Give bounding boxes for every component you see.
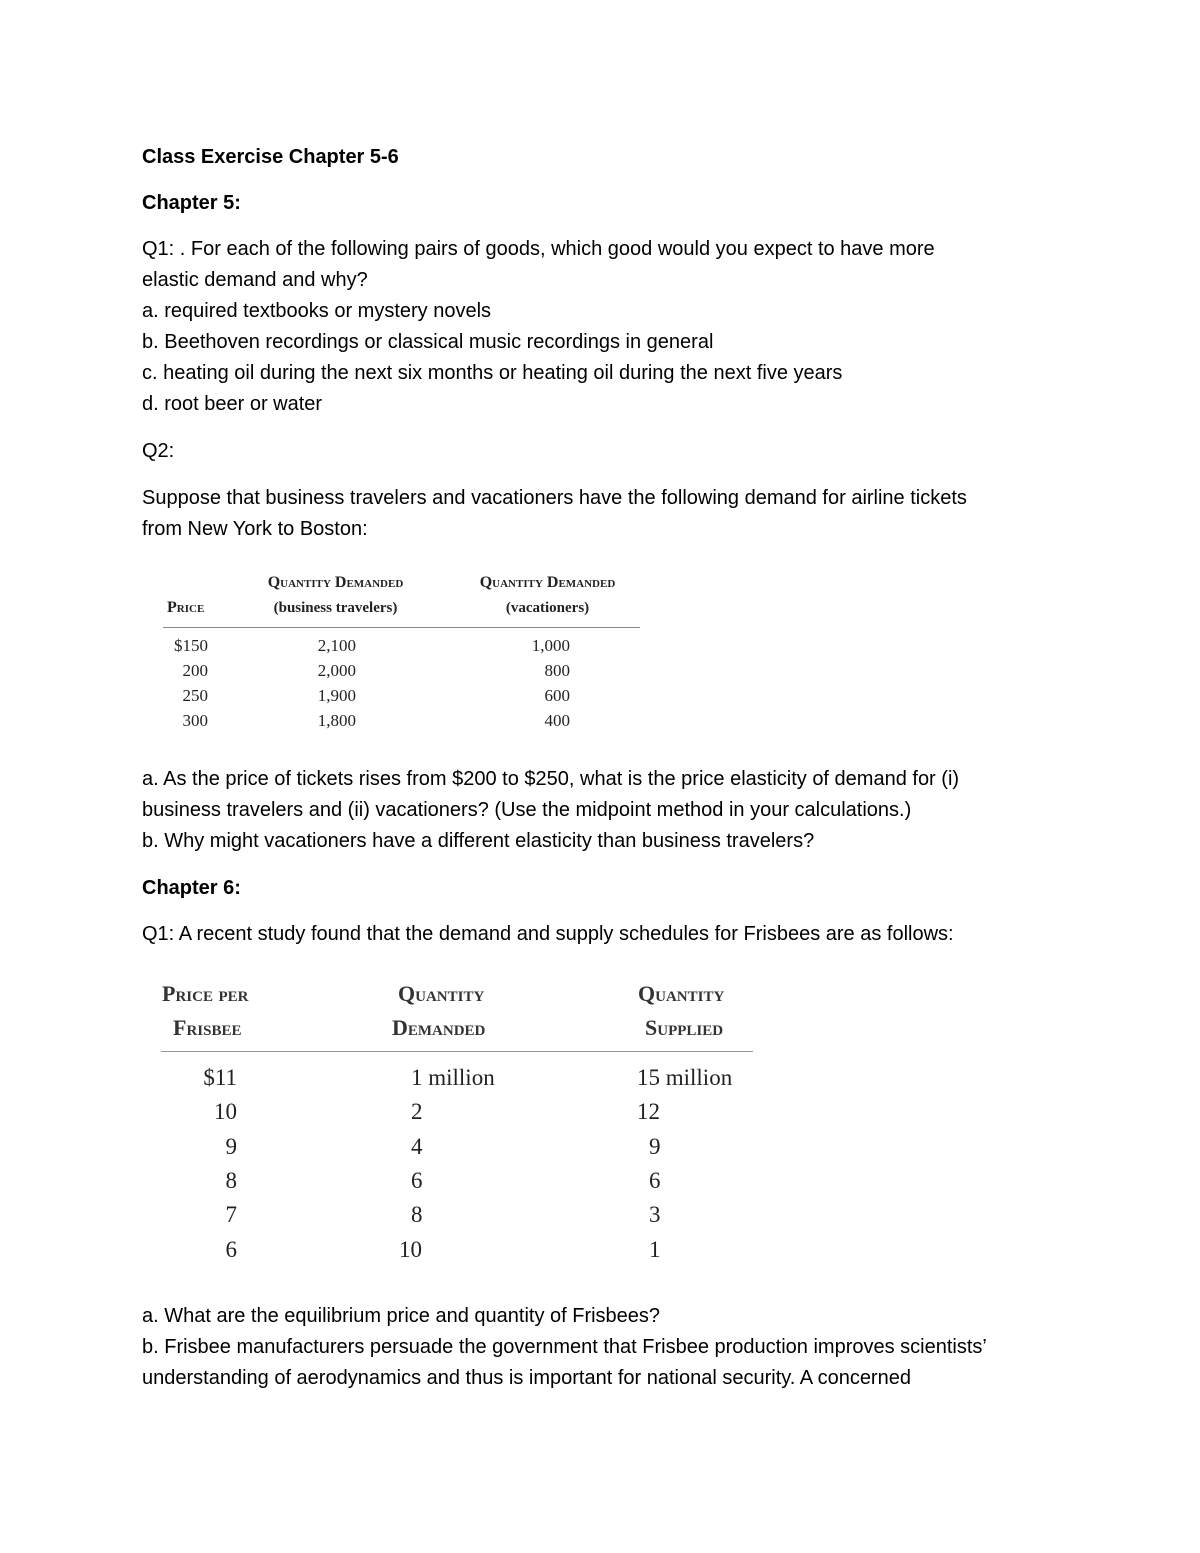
table2-price: 8 [225, 1168, 237, 1193]
table2-price: 7 [225, 1202, 237, 1227]
table1-header-business-1: Quantity Demanded [267, 574, 404, 591]
table2-supplied: 12 [637, 1099, 660, 1124]
table1-price: 250 [182, 686, 208, 705]
ch5-q1-line1: Q1: . For each of the following pairs of goods, which good would you expect to have more [142, 238, 935, 260]
ch5-q2-label: Q2: [142, 440, 175, 462]
table1-business: 2,100 [317, 636, 356, 655]
table2-header-supplied-1: Quantity [638, 981, 725, 1006]
table1-vacation: 1,000 [531, 636, 570, 655]
ch6-qb-line2: understanding of aerodynamics and thus is important for national security. A concerned [142, 1367, 911, 1389]
table2-demanded: 2 [411, 1099, 423, 1124]
table1-header-vacation-1: Quantity Demanded [479, 574, 616, 591]
table2-header-demanded-2: Demanded [392, 1015, 486, 1040]
table1-vacation: 600 [544, 686, 570, 705]
table2-price: $11 [203, 1065, 237, 1090]
table2-price: 6 [225, 1237, 237, 1262]
table2-demanded: 8 [411, 1202, 423, 1227]
table1-price: 200 [182, 661, 208, 680]
ch5-q2a-line1: a. As the price of tickets rises from $200 to $250, what is the price elasticity of demand for (i) [142, 768, 960, 790]
table2-supplied: 9 [649, 1134, 661, 1159]
table1-header-price: Price [167, 599, 205, 616]
ch6-qb-line1: b. Frisbee manufacturers persuade the government that Frisbee production improves scientists’ [142, 1336, 987, 1358]
table2-header-supplied-2: Supplied [645, 1015, 724, 1040]
table2-supplied: 15 million [637, 1065, 733, 1090]
table1-business: 1,800 [317, 711, 356, 730]
ch6-q1-line: Q1: A recent study found that the demand and supply schedules for Frisbees are as follows: [142, 923, 954, 945]
table1-price: $150 [174, 636, 208, 655]
ch5-q2-line2: from New York to Boston: [142, 518, 368, 540]
table2-demanded: 1 million [411, 1065, 495, 1090]
ch5-q2-line1: Suppose that business travelers and vacationers have the following demand for airline tickets [142, 487, 967, 509]
chapter5-heading: Chapter 5: [142, 192, 241, 214]
ch5-q1-item-d: d. root beer or water [142, 393, 323, 415]
chapter6-heading: Chapter 6: [142, 877, 241, 899]
table1-price: 300 [182, 711, 208, 730]
table2-header-demanded-1: Quantity [398, 981, 485, 1006]
table2-header-price-2: Frisbee [173, 1015, 242, 1040]
table2-rule [161, 1051, 753, 1052]
ch5-q1-item-a: a. required textbooks or mystery novels [142, 300, 492, 322]
ch6-qa-line: a. What are the equilibrium price and quantity of Frisbees? [142, 1305, 661, 1327]
ch5-q2a-line2: business travelers and (ii) vacationers? (Use the midpoint method in your calculations.) [142, 799, 912, 821]
page-title: Class Exercise Chapter 5-6 [142, 146, 399, 168]
table2-demanded: 10 [399, 1237, 422, 1262]
table2-supplied: 3 [649, 1202, 661, 1227]
table1-vacation: 400 [544, 711, 570, 730]
table2-supplied: 6 [649, 1168, 661, 1193]
table1-business: 1,900 [317, 686, 356, 705]
table2-price: 10 [214, 1099, 237, 1124]
table2-supplied: 1 [649, 1237, 661, 1262]
ch5-q1-item-c: c. heating oil during the next six months or heating oil during the next five years [142, 362, 843, 384]
table2-price: 9 [225, 1134, 237, 1159]
ch5-q1-item-b: b. Beethoven recordings or classical music recordings in general [142, 331, 714, 353]
table1-header-vacation-2: (vacationers) [505, 600, 590, 616]
ch5-q1-line2: elastic demand and why? [142, 269, 368, 291]
table1-header-business-2: (business travelers) [273, 600, 398, 616]
table1-vacation: 800 [544, 661, 570, 680]
table2-demanded: 6 [411, 1168, 423, 1193]
ch5-q2b-line: b. Why might vacationers have a different elasticity than business travelers? [142, 830, 815, 852]
table1-business: 2,000 [317, 661, 356, 680]
table2-header-price-1: Price per [162, 981, 249, 1006]
table2-demanded: 4 [411, 1134, 423, 1159]
table1-rule [163, 627, 640, 628]
